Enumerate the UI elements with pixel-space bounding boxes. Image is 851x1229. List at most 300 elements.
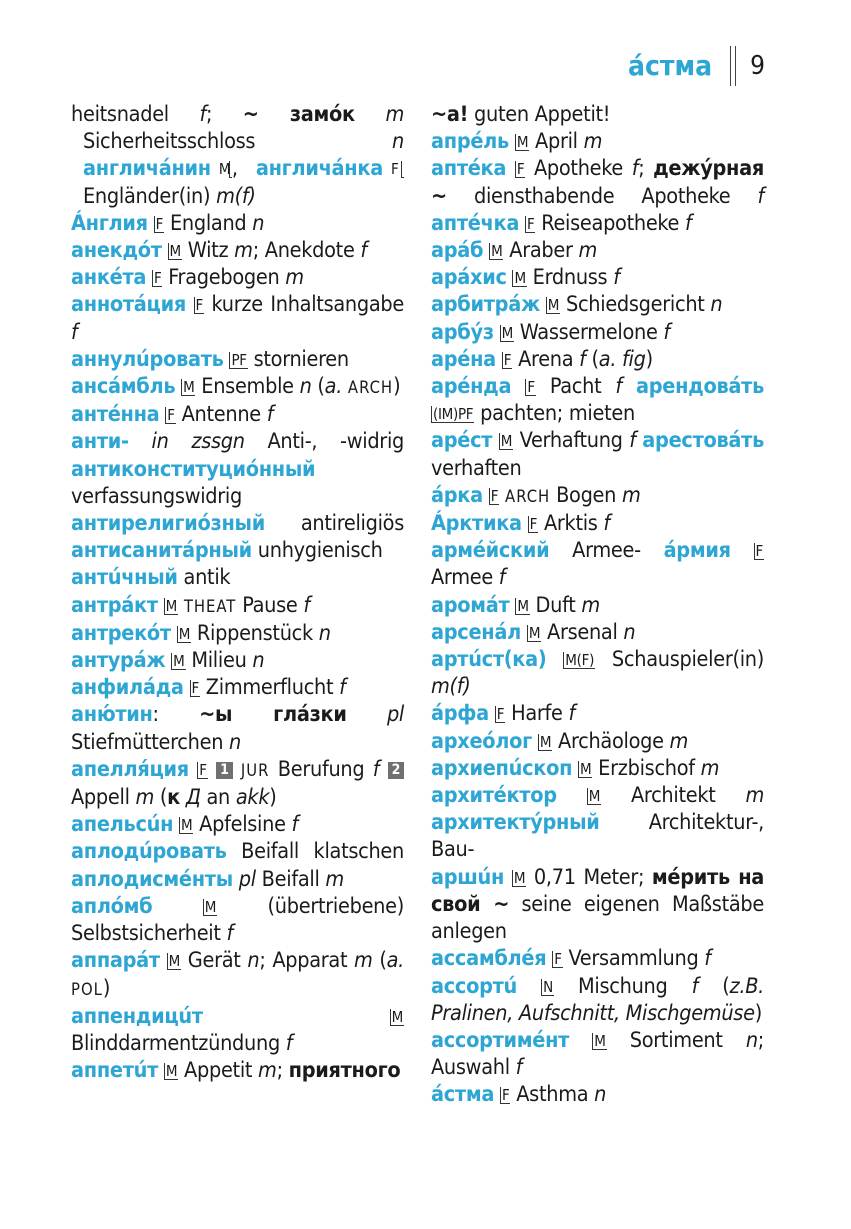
headword: армéйский [431, 538, 550, 564]
entry-text: Antenne [175, 402, 267, 428]
dictionary-entry [71, 1057, 404, 1084]
entry-text: stornieren [247, 346, 349, 372]
italic-label: n [745, 1027, 758, 1053]
dictionary-entry [431, 945, 764, 972]
dictionary-entry [71, 620, 404, 647]
gender-tag: M [528, 623, 541, 642]
entry-text [546, 647, 563, 672]
gender-tag: M [516, 133, 529, 152]
italic-label: f [339, 675, 346, 701]
entry-text: Erzbischof [592, 755, 701, 781]
entry-text: Pacht [535, 374, 616, 400]
bold-phrase: ~ы глáзки [199, 702, 347, 728]
gender-tag: F [490, 486, 499, 505]
dictionary-entry [71, 237, 404, 264]
entry-text [622, 374, 636, 399]
gender-tag: F [155, 214, 164, 233]
italic-label: f [631, 156, 639, 182]
italic-label: m [285, 265, 304, 291]
headword: арéст [431, 428, 493, 454]
entry-text: ; Anekdote [252, 238, 361, 264]
sense-number: 1 [216, 762, 232, 779]
dictionary-entry [431, 537, 764, 591]
italic-label: f [603, 511, 610, 537]
entry-text: Zimmerflucht [199, 675, 340, 701]
headword: ассортú [431, 973, 517, 999]
entry-text: heitsnadel [71, 102, 200, 127]
gender-tag: M [594, 1031, 606, 1050]
entry-text: Reiseapotheke [535, 210, 686, 236]
entry-text: guten Appetit! [468, 102, 611, 127]
entry-text: ; [276, 1058, 289, 1084]
entry-text: ; [205, 102, 243, 127]
headword: апельсúн [71, 812, 174, 838]
gender-tag: M [165, 596, 177, 615]
gender-tag: M [168, 952, 180, 971]
bold-phrase: мéрить на свой ~ [431, 864, 765, 917]
bold-phrase: дежýрная ~ [431, 156, 764, 209]
entry-text [557, 783, 587, 808]
headword: анкéта [71, 265, 147, 291]
headword: аршúн [431, 864, 505, 890]
entry-text: ; [638, 156, 654, 182]
gender-tag: F [755, 542, 763, 561]
entry-text: Asthma [510, 1082, 595, 1108]
gender-tag: M [204, 897, 217, 916]
gender-tag: M [173, 652, 185, 671]
headword: антиконституциóнный [71, 456, 316, 482]
dictionary-entry [431, 700, 764, 727]
italic-label: f [691, 973, 699, 999]
domain-label: JUR [240, 760, 270, 780]
italic-label: f [704, 946, 711, 972]
entry-text: Archäologe [552, 728, 670, 754]
entry-text: Anti-, -widrig [244, 429, 405, 455]
gender-tag: M [169, 242, 181, 261]
italic-label: f [685, 210, 692, 236]
sense-number: 2 [388, 762, 404, 779]
italic-label: n [247, 948, 260, 974]
italic-label: n [229, 729, 241, 755]
gender-tag: M [588, 787, 601, 806]
gender-tag: M [547, 296, 560, 315]
headword: áрмия [663, 538, 731, 564]
headword: анти- [71, 429, 129, 455]
page-number: 9 [750, 51, 765, 81]
headword: арéна [431, 346, 496, 372]
gender-tag: N [543, 977, 553, 996]
dictionary-entry [431, 728, 764, 755]
gender-tag: F [496, 705, 505, 724]
entry-text: Beifall [255, 866, 326, 892]
entry-text: ( [585, 346, 599, 372]
entry-text [347, 702, 387, 727]
gender-tag: F [401, 161, 404, 178]
italic-label: m [258, 1058, 277, 1084]
entry-text: : [152, 702, 200, 728]
italic-label: m [669, 728, 689, 754]
dictionary-entry [71, 674, 404, 701]
headword: арéнда [431, 374, 512, 400]
bold-phrase: ~ замóк [242, 102, 355, 127]
italic-label: a. fig [598, 346, 646, 372]
entry-text [233, 757, 241, 782]
entry-text: Rippenstück [191, 620, 319, 646]
headword: áстма [431, 1082, 495, 1108]
entry-text: Erdnuss [526, 265, 614, 291]
gender-tag: F [554, 950, 562, 969]
entry-text: pachten; mieten [474, 401, 635, 427]
italic-label: f [303, 592, 310, 618]
dictionary-entry [431, 1027, 764, 1081]
left-column [71, 101, 404, 1084]
italic-label: f [71, 319, 78, 345]
dictionary-entry [71, 373, 404, 401]
italic-label: in zssgn [151, 429, 245, 455]
entry-text: Architektur-, Bau- [431, 810, 764, 863]
headword: англичáнка [255, 156, 383, 182]
entry-text: Schiedsgericht [560, 292, 711, 318]
entry-text: seine eigenen Maßstäbe anlegen [431, 891, 764, 945]
entry-text: Blinddarmentzündung [71, 1030, 286, 1056]
gender-tag: M [183, 378, 195, 397]
headword: апрéль [431, 129, 509, 155]
italic-label: n [623, 619, 636, 645]
entry-text: ) [645, 346, 653, 372]
dictionary-entry [431, 619, 764, 646]
headword: Áрктика [431, 511, 522, 537]
headword: арáб [431, 238, 484, 264]
italic-label: f [498, 565, 506, 591]
dictionary-entry [431, 782, 764, 864]
entry-text: Berufung [269, 756, 373, 782]
gender-tag: M(F) [565, 651, 595, 670]
headword: анфилáда [71, 675, 184, 701]
entry-text: Verhaftung [513, 428, 630, 454]
entry-text [731, 538, 754, 563]
gender-tag: M [579, 759, 592, 778]
italic-label: f [613, 265, 620, 291]
dictionary-entry [431, 128, 764, 155]
italic-label: m [325, 866, 344, 892]
dictionary-entry [431, 291, 764, 318]
dictionary-entry [431, 155, 764, 237]
gender-tag: F [191, 679, 199, 698]
entry-text: Arktis [538, 511, 604, 537]
bold-phrase: ~a! [431, 102, 469, 127]
headword: антрекóт [71, 620, 171, 646]
headword: апелля́ция [71, 756, 189, 782]
italic-label: z.B. Pralinen, Aufschnitt, Mischgemüse [431, 973, 765, 1026]
italic-label: akk [235, 785, 270, 811]
italic-label: n [252, 210, 265, 236]
dictionary-entry [431, 755, 764, 782]
headword: аппетúт [71, 1058, 158, 1084]
entry-text [152, 894, 202, 919]
gender-tag: M [491, 242, 503, 261]
dictionary-entry [431, 646, 764, 700]
italic-label: n [392, 129, 404, 155]
gender-tag: F [167, 406, 175, 425]
entry-text: verfassungswidrig [71, 483, 242, 509]
entry-text [355, 102, 386, 127]
headword: архитéктор [431, 783, 557, 809]
italic-label: Д [185, 785, 201, 811]
entry-text: Ensemble [195, 374, 300, 400]
dictionary-entry [431, 264, 764, 291]
headword: аплодисмéнты [71, 866, 233, 892]
dictionary-entry [431, 1081, 764, 1108]
entry-text: Apotheke [525, 156, 632, 182]
headword: архитектýрный [431, 810, 600, 836]
italic-label: a. [386, 948, 405, 974]
entry-text: ( [372, 948, 387, 974]
italic-label: f [579, 346, 586, 372]
headword: антрáкт [71, 592, 158, 618]
gender-tag: F [199, 760, 207, 779]
entry-text: ) [754, 1000, 762, 1026]
entry-text: (übertriebene) Selbstsicherheit [71, 893, 404, 947]
headword: аромáт [431, 592, 510, 618]
entry-text: ( [311, 374, 325, 400]
dictionary-entry [71, 893, 404, 947]
headword: ассортимéнт [431, 1027, 570, 1053]
domain-label: THEAT [183, 596, 237, 616]
entry-text: Appetit [178, 1058, 259, 1084]
dictionary-entry [71, 592, 404, 620]
dictionary-entry [431, 427, 764, 481]
entry-text: ) [269, 785, 277, 811]
gender-tag: F [503, 350, 512, 369]
entry-text: Wassermelone [513, 319, 664, 345]
headword: аню́тин [71, 702, 153, 728]
italic-label: f [568, 701, 576, 727]
italic-label: m [583, 129, 603, 155]
italic-label: f [372, 756, 380, 782]
gender-tag: F [516, 160, 525, 179]
italic-label: m(f) [216, 183, 256, 209]
italic-label: m [578, 238, 598, 264]
header-divider [730, 46, 736, 86]
gender-tag: F [153, 269, 162, 288]
italic-label: pl [386, 702, 404, 728]
dictionary-entry [71, 701, 404, 755]
dictionary-entry [71, 264, 404, 291]
entry-text: Schauspieler(in) [595, 647, 765, 673]
headword: арбýз [431, 319, 494, 345]
entry-text: Fragebogen [162, 265, 286, 291]
entry-text: Arsenal [541, 619, 624, 645]
italic-label: pl [238, 866, 256, 892]
headword: аппарáт [71, 948, 160, 974]
italic-label: f [266, 402, 274, 428]
headword: Áнглия [71, 210, 148, 236]
italic-label: f [291, 812, 299, 838]
entry-text: Mischung [553, 973, 692, 999]
dictionary-entry [431, 346, 764, 373]
entry-text [186, 292, 194, 317]
italic-label: m [354, 948, 373, 974]
dictionary-entry [431, 592, 764, 619]
entry-text: Architekt [601, 783, 746, 809]
gender-tag: F [529, 515, 538, 534]
gender-tag: M [391, 1007, 403, 1026]
italic-label: m [700, 755, 720, 781]
domain-label: POL [71, 979, 103, 999]
headword: антисанитáрный [71, 538, 252, 564]
dictionary-entry [431, 864, 764, 946]
headword: ансáмбль [71, 374, 176, 400]
entry-text [511, 374, 525, 399]
gender-tag: M [500, 432, 513, 451]
entry-text: ; Auswahl [431, 1027, 765, 1081]
headword: аппендицúт [71, 1003, 203, 1029]
headword: антурáж [71, 648, 166, 674]
italic-label: f [285, 1030, 293, 1056]
italic-label: n [594, 1082, 607, 1108]
entry-text [569, 1028, 592, 1053]
headword: архиепúскоп [431, 755, 573, 781]
italic-label: f [515, 1055, 523, 1081]
italic-label: f [663, 319, 670, 345]
dictionary-entry [71, 756, 404, 811]
italic-label: m(f) [431, 674, 471, 700]
gender-tag: M [514, 269, 526, 288]
running-headword: áстма [628, 49, 713, 82]
dictionary-entry [431, 510, 764, 537]
headword: археóлог [431, 728, 532, 754]
italic-label: f [615, 374, 622, 400]
gender-tag: F [527, 378, 535, 397]
headword: ассамблéя [431, 946, 547, 972]
headword: анекдóт [71, 238, 162, 264]
entry-text: ( [698, 973, 730, 999]
entry-text: , [231, 156, 256, 182]
italic-label: f [199, 102, 206, 127]
entry-text: Armee- [549, 538, 664, 564]
headword: áрка [431, 482, 483, 508]
gender-tag: M [513, 868, 526, 887]
entry-text: Sicherheitsschloss [83, 129, 393, 155]
entry-text: Engländer(in) [83, 183, 217, 209]
entry-text: England [164, 210, 253, 236]
gender-tag: PF [231, 350, 247, 369]
gender-tag: M [539, 732, 552, 751]
dictionary-entry [71, 1003, 404, 1057]
italic-label: n [710, 292, 723, 318]
headword: аплодúровать [71, 839, 227, 865]
entry-text: Pause [236, 592, 304, 618]
gender-tag: (IM)PF [433, 405, 474, 424]
italic-label: n [252, 648, 265, 674]
entry-text: Gerät [181, 948, 248, 974]
entry-text [504, 865, 512, 890]
italic-label: m [385, 102, 404, 127]
entry-text: Appell [71, 785, 136, 811]
domain-label: ARCH [505, 486, 551, 506]
italic-label: n [318, 620, 331, 646]
entry-text: verhaften [431, 455, 522, 481]
domain-label: ARCH [347, 378, 394, 398]
dictionary-entry [71, 291, 404, 345]
gender-tag: M [218, 160, 231, 179]
dictionary-entry [71, 210, 404, 237]
bold-phrase: приятного [288, 1058, 401, 1084]
italic-label: n [299, 374, 312, 400]
headword: антúчный [71, 565, 178, 591]
italic-label: m [234, 238, 253, 264]
entry-text: Bogen [550, 482, 622, 508]
entry-text [160, 948, 167, 973]
entry-text: kurze Inhaltsangabe [203, 292, 404, 318]
dictionary-entry [431, 373, 764, 427]
entry-text: an [200, 785, 236, 811]
gender-tag: M [501, 323, 513, 342]
entry-text: Stiefmütterchen [71, 729, 229, 755]
right-column [431, 101, 764, 1109]
headword: арестовáть [642, 428, 764, 454]
entry-text: Arena [512, 346, 580, 372]
entry-text: Armee [431, 565, 499, 591]
headword: артúст(ка) [431, 647, 547, 673]
headword: аптéчка [431, 210, 520, 236]
headword: áрфа [431, 701, 489, 727]
entry-text: Beifall klatschen [226, 839, 404, 865]
italic-label: m [745, 783, 764, 809]
dictionary-entry [71, 564, 404, 591]
headword: арсенáл [431, 619, 521, 645]
entry-text: Duft [529, 592, 582, 618]
italic-label: a. [324, 374, 343, 400]
entry-text: ( [154, 785, 168, 811]
headword: арáхис [431, 265, 507, 291]
gender-tag: M [178, 624, 191, 643]
gender-tag: M [517, 596, 529, 615]
entry-text: Araber [503, 238, 579, 264]
entry-text [379, 757, 387, 782]
italic-label: m [135, 785, 155, 811]
italic-label: f [360, 238, 367, 264]
entry-text: diensthabende Apotheke [446, 183, 758, 209]
dictionary-entry [71, 838, 404, 892]
gender-tag: F [526, 214, 535, 233]
italic-label: f [757, 183, 764, 209]
entry-text: April [529, 129, 584, 155]
headword: антирелигиóзный [71, 511, 265, 537]
entry-text: Versammlung [562, 946, 705, 972]
continued-entry [431, 101, 764, 128]
italic-label: m [581, 592, 600, 618]
entry-text [129, 429, 152, 454]
continued-entry [71, 101, 404, 210]
headword: англичáнин [83, 156, 211, 182]
dictionary-entry [431, 237, 764, 264]
headword: арбитрáж [431, 292, 540, 318]
headword: аплóмб [71, 893, 153, 919]
entry-text: 0,71 Meter; [526, 864, 652, 890]
entry-text: Witz [181, 238, 235, 264]
headword: антéнна [71, 402, 160, 428]
dictionary-entry [71, 647, 404, 674]
entry-text: ) [102, 975, 111, 1001]
gender-tag: F [501, 1086, 510, 1105]
entry-text [517, 974, 541, 999]
italic-label: f [226, 921, 234, 947]
dictionary-entry [431, 973, 764, 1027]
headword: аннотáция [71, 292, 186, 318]
gender-tag: F [195, 296, 203, 315]
page-header [628, 46, 765, 86]
